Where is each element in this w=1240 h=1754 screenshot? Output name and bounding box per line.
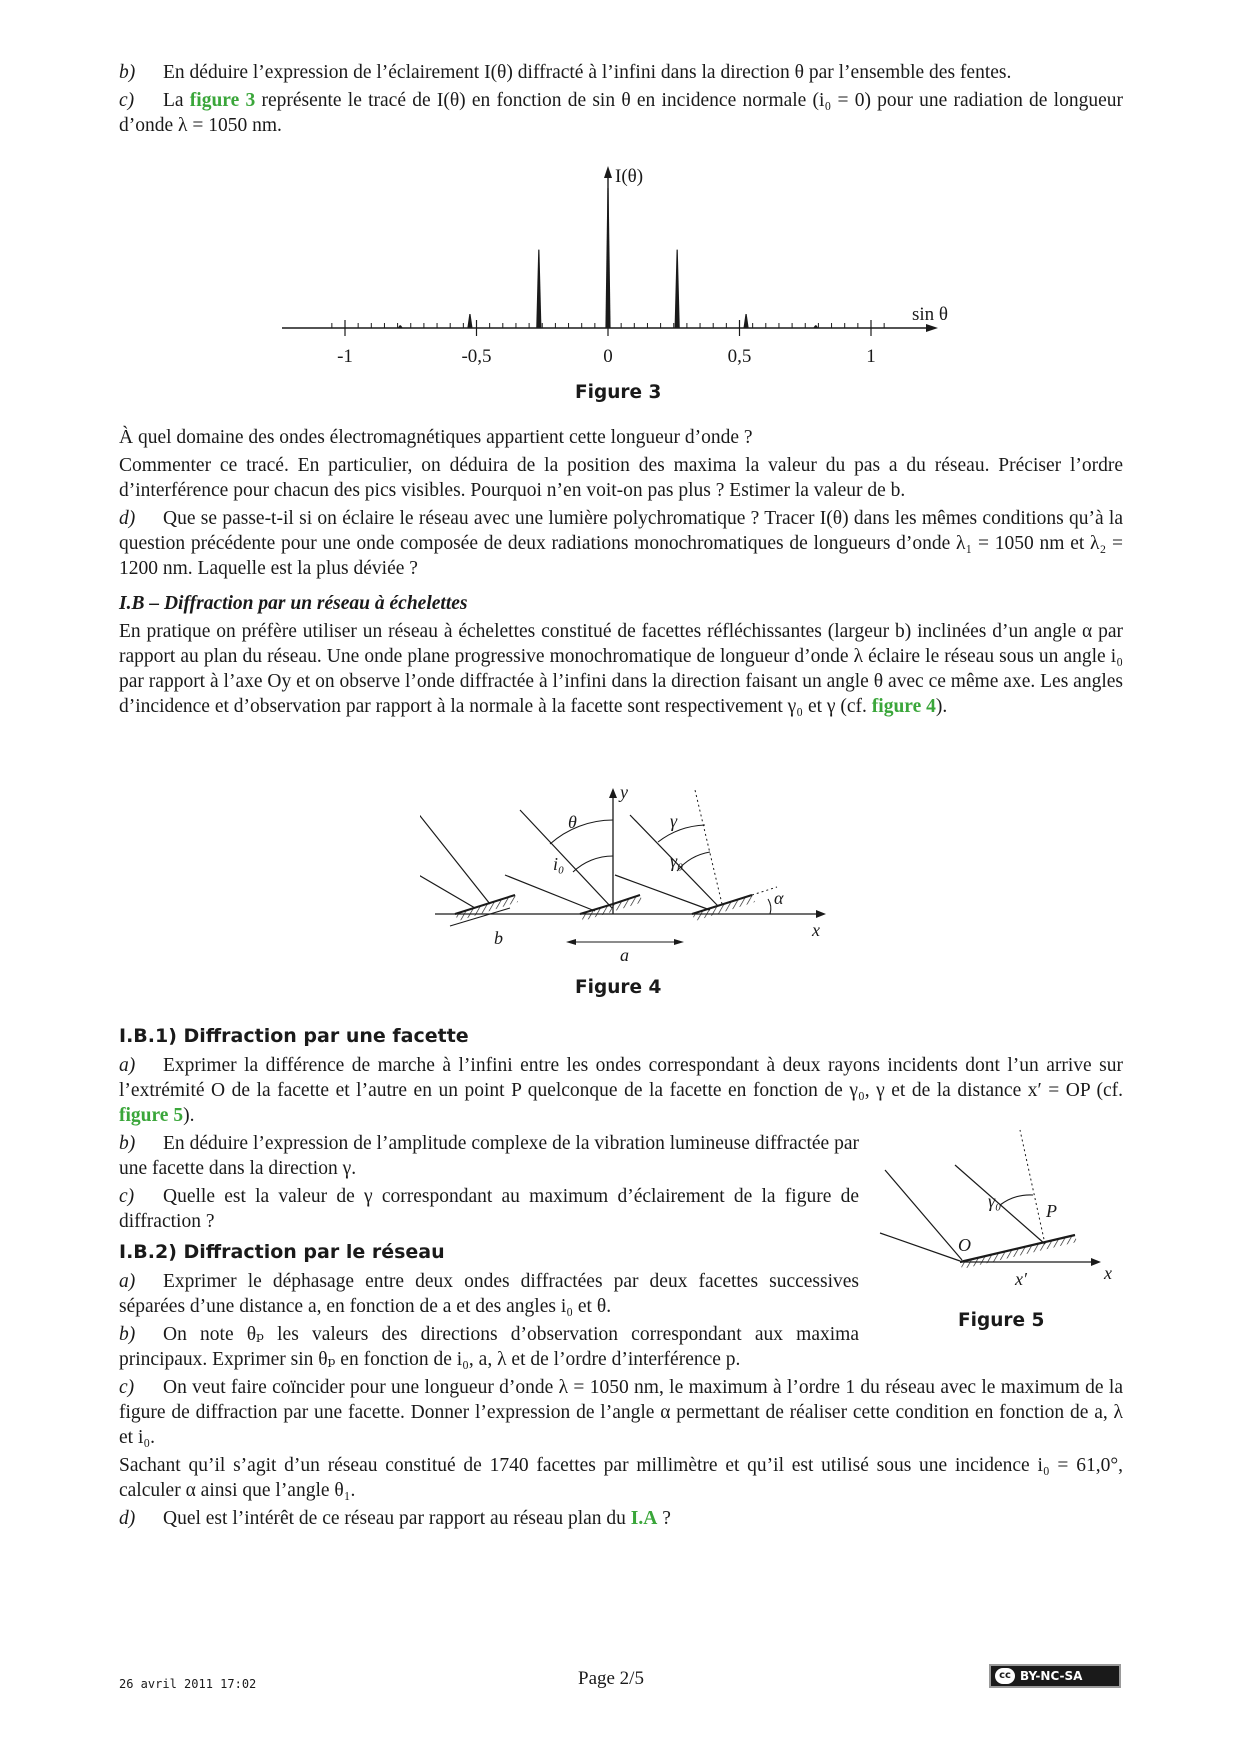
paragraph-IB	[119, 619, 1123, 719]
incident-ray	[420, 812, 490, 904]
section-title-IB2: I.B.2) Diffraction par le réseau	[119, 1241, 445, 1263]
question-label: d)	[119, 508, 136, 529]
question-IB2-d	[119, 1506, 1123, 1531]
figure-5-caption: Figure 5	[958, 1310, 1045, 1331]
cc-icon: cc	[995, 1668, 1015, 1684]
section-title-IB1: I.B.1) Diffraction par une facette	[119, 1025, 469, 1047]
gamma0-label: γ₀	[670, 851, 684, 871]
question-label: b)	[119, 1133, 136, 1154]
b-label: b	[494, 928, 503, 948]
question-block-top	[119, 60, 1123, 141]
peaks	[398, 188, 819, 328]
tick-label: 0,5	[727, 346, 752, 367]
question-text: La	[163, 90, 190, 111]
incident-ray	[505, 875, 595, 911]
figure-4-caption: Figure 4	[575, 977, 662, 998]
section-IA-link[interactable]: I.A	[630, 1508, 658, 1529]
xprime-label: x′	[1015, 1269, 1027, 1285]
question-IB2-b	[119, 1322, 859, 1372]
i0-label: i₀	[553, 854, 565, 874]
question-text: En déduire l’expression de l’amplitude complexe de la vibration lumineuse diffractée par une facette dans la direction γ.	[119, 1133, 859, 1179]
question-IB1-b	[119, 1131, 859, 1181]
intensity-peak	[813, 325, 818, 328]
intensity-peak	[743, 314, 748, 328]
x-axis-arrow	[816, 910, 826, 918]
alpha-label: α	[774, 888, 784, 908]
question-c	[119, 88, 1123, 138]
paragraph-text: En pratique on préfère utiliser un réseau à échelettes constitué de facettes réfléchissantes (largeur b) inclinées d’un angle α par rapport au plan du réseau. Une onde plane progressive monochromatique de longueur d’onde λ éclaire le réseau sous un angle i₀ par rapport à l’axe Oy et on observe l’onde diffractée à l’infini dans la direction faisant un angle θ avec ce même axe. Les angles d’incidence et d’observation par rapport à la normale à la facette sont respectivement γ₀ et γ (cf.	[119, 621, 1123, 717]
x-label: x	[812, 920, 820, 940]
question-IB1-c	[119, 1184, 859, 1234]
question-text: Quel est l’intérêt de ce réseau par rapport au réseau plan du	[163, 1508, 631, 1529]
question-text: On note θₚ les valeurs des directions d’observation correspondant aux maxima principaux. Exprimer sin θₚ en fonction de i₀, a, λ et de l’ordre d’interférence p.	[119, 1324, 859, 1370]
x-axis-arrow	[926, 324, 938, 332]
gamma-arc	[658, 825, 705, 842]
page-number: Page 2/5	[578, 1668, 644, 1689]
alpha-arc	[768, 899, 771, 914]
tick-label: -0,5	[461, 346, 492, 367]
paragraph-text: ).	[935, 696, 948, 717]
question-text: Quelle est la valeur de γ correspondant au maximum d’éclairement de la figure de diffraction ?	[119, 1186, 859, 1232]
figure-3-chart	[270, 160, 970, 370]
question-label: a)	[119, 1271, 136, 1292]
question-text: Exprimer la différence de marche à l’infini entre les ondes correspondant à deux rayons incidents dont l’un arrive sur l’extrémité O de la facette et l’autre en un point P quelconque de la facette en fonction de γ₀, γ et de la distance x′ = OP (cf.	[119, 1055, 1123, 1101]
figure-4-link[interactable]: figure 4	[871, 696, 936, 717]
question-label: c)	[119, 1377, 135, 1398]
footer-date: 26 avril 2011 17:02	[119, 1677, 257, 1691]
question-block-middle	[119, 425, 1123, 722]
question-b	[119, 60, 1123, 85]
question-text: représente le tracé de I(θ) en fonction de sin θ en incidence normale (i₀ = 0) pour une radiation de longueur d’onde λ = 1050 nm.	[119, 90, 1124, 136]
paragraph-IB2-c-2: Sachant qu’il s’agit d’un réseau constitué de 1740 facettes par millimètre et qu’il est utilisé sous une incidence i₀ = 61,0°, calculer α ainsi que l’angle θ₁.	[119, 1455, 1123, 1501]
question-text: ).	[183, 1105, 195, 1126]
incident-ray	[520, 810, 612, 908]
figure-4-diagram	[420, 780, 840, 965]
intensity-peak	[536, 250, 541, 328]
figure-5-diagram	[870, 1125, 1120, 1285]
a-label: a	[620, 945, 629, 965]
figure-3-caption: Figure 3	[575, 382, 662, 403]
theta-label: θ	[568, 812, 577, 832]
P-label: P	[1046, 1201, 1057, 1221]
incident-ray	[880, 1233, 960, 1261]
incident-ray	[885, 1170, 962, 1260]
tick-label: 1	[866, 346, 876, 367]
question-text: On veut faire coïncider pour une longueur d’onde λ = 1050 nm, le maximum à l’ordre 1 du réseau avec le maximum de la figure de diffraction par une facette. Donner l’expression de l’angle α permettant de réaliser cette condition en fonction de a, λ et i₀.	[119, 1377, 1123, 1448]
y-axis-arrow	[609, 788, 617, 798]
y-axis-label: I(θ)	[615, 166, 644, 187]
paragraph-comment: Commenter ce tracé. En particulier, on déduira de la position des maxima la valeur du pas a du réseau. Préciser l’ordre d’interférence pour chacun des pics visibles. Pourquoi n’en voit-on pas plus ? Estimer la valeur de b.	[119, 455, 1123, 501]
paragraph-domain: À quel domaine des ondes électromagnétiques appartient cette longueur d’onde ?	[119, 427, 753, 448]
y-label: y	[620, 782, 628, 802]
question-label: c)	[119, 1186, 135, 1207]
question-label: b)	[119, 62, 136, 83]
tick-label: -1	[337, 346, 353, 367]
theta-arc	[550, 820, 613, 844]
x-axis-arrow	[1091, 1258, 1101, 1266]
gamma0-arc	[1000, 1195, 1033, 1205]
question-IB1-a	[119, 1053, 1123, 1128]
question-d	[119, 506, 1123, 581]
question-text: Que se passe-t-il si on éclaire le réseau avec une lumière polychromatique ? Tracer I(θ) dans les mêmes conditions qu’à la question précédente pour une onde composée de deux radiations monochromatiques de longueurs d’onde λ₁ = 1050 nm et λ₂ = 1200 nm. Laquelle est la plus déviée ?	[119, 508, 1123, 579]
question-label: c)	[119, 90, 135, 111]
y-axis-arrow	[604, 166, 612, 178]
incident-ray	[420, 870, 475, 908]
figure-5-link[interactable]: figure 5	[119, 1105, 184, 1126]
question-label: b)	[119, 1324, 136, 1345]
question-text: ?	[657, 1508, 671, 1529]
facet-2	[505, 810, 684, 965]
section-title-IB: I.B – Diffraction par un réseau à échelettes	[119, 593, 468, 614]
intensity-peak	[675, 250, 680, 328]
wrapped-column	[119, 1131, 859, 1372]
x-axis-label: sin θ	[912, 304, 949, 325]
question-text: Exprimer le déphasage entre deux ondes diffractées par deux facettes successives séparées d’une distance a, en fonction de a et des angles i₀ et θ.	[119, 1271, 859, 1317]
O-label: O	[958, 1235, 971, 1255]
license-badge[interactable]	[989, 1664, 1121, 1688]
intensity-peak	[467, 314, 472, 328]
x-label: x	[1104, 1263, 1112, 1283]
intensity-peak	[398, 325, 403, 328]
gamma0-label: γ₀	[988, 1191, 1002, 1211]
i0-arc	[573, 856, 613, 872]
question-label: a)	[119, 1055, 136, 1076]
license-text: BY-NC-SA	[1020, 1668, 1083, 1683]
figure-3-link[interactable]: figure 3	[189, 90, 256, 111]
question-IB2-c	[119, 1375, 1123, 1450]
facet-1	[420, 812, 518, 948]
intensity-peak	[605, 188, 610, 328]
tick-label: 0	[603, 346, 613, 367]
question-text: En déduire l’expression de l’éclairement I(θ) diffracté à l’infini dans la direction θ par l’ensemble des fentes.	[163, 62, 1012, 83]
normal-line	[1020, 1130, 1045, 1244]
question-label: d)	[119, 1508, 136, 1529]
gamma-label: γ	[670, 811, 678, 831]
question-IB2-a	[119, 1269, 859, 1319]
